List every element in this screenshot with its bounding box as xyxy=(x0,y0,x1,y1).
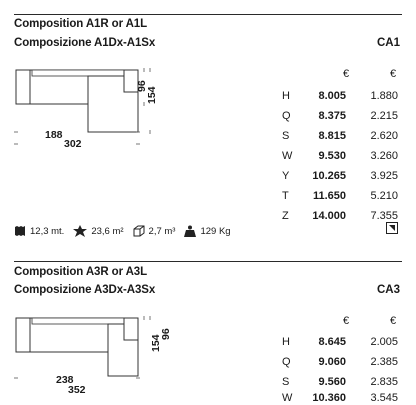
composition-price: 8.645 xyxy=(318,336,346,348)
fabric-category: S xyxy=(282,376,290,388)
sofa-diagram xyxy=(10,62,160,162)
cover-price: 3.925 xyxy=(370,170,398,182)
composition-title-en: Composition A1R or A1L xyxy=(14,18,148,30)
cover-price: 3.260 xyxy=(370,150,398,162)
composition-price: 9.530 xyxy=(318,150,346,162)
depth-dimension: 96 xyxy=(136,80,148,92)
fabric-category: H xyxy=(282,90,290,102)
depth-dimension: 96 xyxy=(160,328,172,340)
price-row xyxy=(280,130,400,146)
width-dimension: 238 xyxy=(56,374,74,386)
currency-header-2: € xyxy=(390,315,397,327)
price-row xyxy=(280,336,400,352)
cover-price: 3.545 xyxy=(370,392,398,404)
area-icon xyxy=(73,225,87,237)
composition-title-it: Composizione A1Dx-A1Sx xyxy=(14,37,156,49)
cover-price: 2.385 xyxy=(370,356,398,368)
cover-price: 5.210 xyxy=(370,190,398,202)
composition-title-en: Composition A3R or A3L xyxy=(14,266,148,278)
price-row xyxy=(280,210,400,226)
composition-price: 8.375 xyxy=(318,110,346,122)
fabric-category: S xyxy=(282,130,290,142)
top-divider xyxy=(14,14,402,15)
composition-price: 10.265 xyxy=(312,170,346,182)
composition-price: 9.060 xyxy=(318,356,346,368)
price-row xyxy=(280,356,400,372)
composition-code: CA1 xyxy=(376,37,400,49)
composition-code: CA3 xyxy=(376,284,400,296)
weight-spec xyxy=(184,225,230,237)
cover-price: 2.005 xyxy=(370,336,398,348)
sofa-diagram xyxy=(10,310,172,405)
fabric-category: Q xyxy=(282,356,291,368)
composition-price: 11.650 xyxy=(312,190,346,202)
fabric-category: W xyxy=(282,150,293,162)
price-row xyxy=(280,392,400,405)
total-depth-dimension: 154 xyxy=(146,86,158,104)
fabric-amount: 12,3 mt. xyxy=(30,225,65,237)
currency-header-1: € xyxy=(343,68,350,80)
price-row xyxy=(280,190,400,206)
total-width-dimension: 352 xyxy=(68,384,86,396)
care-label-icon xyxy=(386,222,398,234)
price-row xyxy=(280,90,400,106)
fabric-spec xyxy=(14,225,64,237)
composition-price: 9.560 xyxy=(318,376,346,388)
fabric-category: Y xyxy=(282,170,290,182)
composition-price: 14.000 xyxy=(312,210,346,222)
area-amount: 23,6 m² xyxy=(91,225,124,237)
weight-icon xyxy=(184,225,196,237)
weight-amount: 129 Kg xyxy=(200,225,231,237)
cover-price: 1.880 xyxy=(370,90,398,102)
product-specs xyxy=(14,224,240,238)
cover-price: 7.355 xyxy=(370,210,398,222)
composition-price: 8.815 xyxy=(318,130,346,142)
price-row xyxy=(280,150,400,166)
fabric-category: W xyxy=(282,392,293,404)
composition-price: 8.005 xyxy=(318,90,346,102)
sofa-plan-drawing xyxy=(10,62,160,162)
cover-price: 2.620 xyxy=(370,130,398,142)
fabric-category: Q xyxy=(282,110,291,122)
total-width-dimension: 302 xyxy=(64,138,82,150)
area-spec xyxy=(73,225,123,237)
currency-header-1: € xyxy=(343,315,350,327)
cover-price: 2.835 xyxy=(370,376,398,388)
currency-header-2: € xyxy=(390,68,397,80)
composition-price: 10.360 xyxy=(312,392,346,404)
fabric-category: T xyxy=(282,190,289,202)
width-dimension: 188 xyxy=(45,129,63,141)
volume-icon xyxy=(133,225,145,237)
volume-spec xyxy=(133,225,176,237)
composition-title-it: Composizione A3Dx-A3Sx xyxy=(14,284,156,296)
cover-price: 2.215 xyxy=(370,110,398,122)
fabric-icon xyxy=(14,225,26,237)
fabric-category: Z xyxy=(282,210,289,222)
price-row xyxy=(280,110,400,126)
volume-amount: 2,7 m³ xyxy=(148,225,176,237)
total-depth-dimension: 154 xyxy=(150,334,162,352)
price-row xyxy=(280,170,400,186)
section-divider xyxy=(14,261,402,262)
price-row xyxy=(280,376,400,392)
fabric-category: H xyxy=(282,336,290,348)
